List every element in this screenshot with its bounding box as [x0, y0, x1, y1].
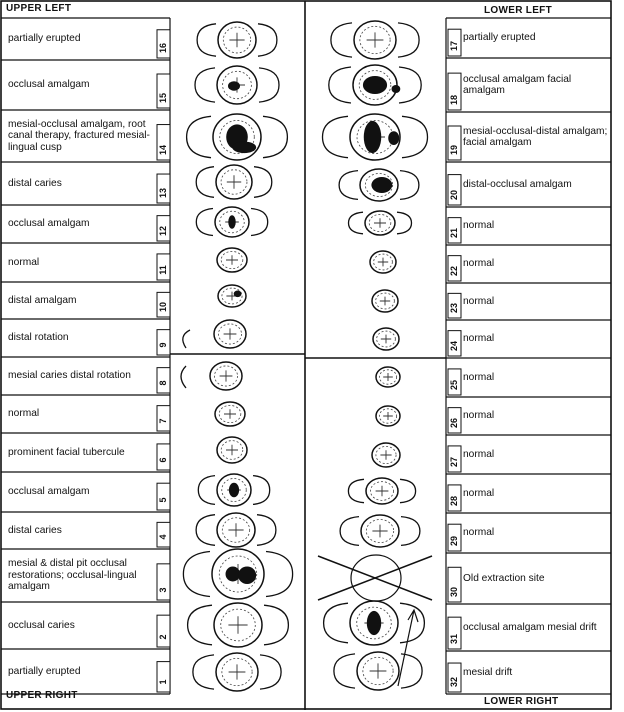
- tooth-description: normal: [463, 295, 495, 307]
- tooth-number: 9: [158, 342, 168, 348]
- tooth-description: normal: [463, 410, 495, 422]
- tooth-description: normal: [8, 256, 40, 268]
- tooth-icon: [334, 652, 422, 690]
- restoration-mark: [228, 81, 240, 91]
- tooth-icon: [210, 362, 242, 390]
- restoration-mark: [232, 142, 256, 154]
- tooth-number: 12: [158, 226, 168, 237]
- tooth-description: normal: [463, 258, 495, 270]
- tooth-description: Old extraction site: [463, 572, 545, 584]
- tooth-icon: [214, 320, 246, 348]
- restoration-mark: [364, 121, 382, 153]
- restoration-mark: [238, 567, 256, 585]
- tooth-description: normal: [8, 408, 40, 420]
- tooth-icon: [372, 443, 400, 467]
- tooth-number: 25: [449, 380, 459, 391]
- tooth-description: normal: [463, 333, 495, 345]
- restoration-mark: [229, 483, 239, 497]
- tooth-number: 17: [449, 41, 459, 52]
- tooth-description: partially erupted: [8, 33, 81, 45]
- tooth-icon: [217, 248, 247, 272]
- tooth-icon: [196, 207, 267, 237]
- restoration-mark: [363, 76, 387, 94]
- tooth-description: distal rotation: [8, 332, 69, 344]
- tooth-description: normal: [463, 527, 495, 539]
- tooth-icon: [196, 513, 276, 547]
- tooth-description: distal caries: [8, 524, 62, 536]
- tooth-number: 22: [449, 266, 459, 277]
- tooth-icon: [215, 402, 245, 426]
- tooth-icon: [331, 21, 419, 59]
- quadrant-lower-left: LOWER LEFT: [484, 5, 552, 16]
- tooth-description: occlusal amalgam facial amalgam: [463, 73, 572, 96]
- tooth-description: occlusal caries: [8, 619, 75, 631]
- tooth-icon: [370, 251, 396, 273]
- tooth-number: 11: [158, 265, 168, 275]
- tooth-number: 28: [449, 496, 459, 507]
- tooth-description: normal: [463, 448, 495, 460]
- tooth-number: 23: [449, 303, 459, 314]
- tooth-description: partially erupted: [8, 665, 81, 677]
- tooth-description: distal caries: [8, 177, 62, 189]
- tooth-number: 24: [449, 341, 459, 352]
- tooth-number: 13: [158, 188, 168, 199]
- extraction-x-mark: [318, 555, 432, 601]
- tooth-number: 30: [449, 587, 459, 598]
- tooth-number: 7: [158, 418, 168, 424]
- tooth-number: 8: [158, 380, 168, 386]
- restoration-mark: [226, 567, 241, 582]
- tooth-icon: [183, 549, 292, 599]
- tooth-number: 10: [158, 302, 168, 313]
- tooth-number: 5: [158, 497, 168, 503]
- tooth-number: 14: [158, 145, 168, 156]
- quadrant-lower-right: LOWER RIGHT: [484, 696, 559, 707]
- tooth-description: partially erupted: [463, 32, 536, 44]
- tooth-description: occlusal amalgam: [8, 218, 90, 230]
- quadrant-upper-left: UPPER LEFT: [6, 3, 72, 14]
- tooth-description: occlusal amalgam mesial drift: [463, 621, 597, 633]
- tooth-number: 31: [449, 634, 459, 645]
- tooth-icon: [323, 114, 428, 160]
- tooth-number: 2: [158, 634, 168, 640]
- tooth-number: 3: [158, 587, 168, 593]
- tooth-icon: [218, 285, 246, 307]
- tooth-number: 4: [158, 534, 168, 540]
- tooth-icon: [187, 114, 288, 160]
- tooth-icon: [348, 478, 415, 504]
- tooth-description: mesial drift: [463, 666, 513, 678]
- tooth-icon: [372, 290, 398, 312]
- tooth-icon: [188, 603, 289, 647]
- tooth-number: 20: [449, 190, 459, 201]
- tooth-number: 21: [449, 228, 459, 239]
- tooth-number: 16: [158, 43, 168, 54]
- tooth-icon: [197, 22, 277, 58]
- tooth-description: distal-occlusal amalgam: [463, 178, 572, 190]
- tooth-number: 6: [158, 457, 168, 463]
- tooth-icon: [376, 406, 400, 426]
- tooth-icon: [198, 474, 269, 506]
- restoration-mark: [367, 611, 381, 635]
- tooth-description: normal: [463, 220, 495, 232]
- rotation-arrow: [181, 366, 186, 388]
- tooth-icon: [376, 367, 400, 387]
- tooth-number: 1: [158, 679, 168, 685]
- tooth-icon: [349, 211, 412, 235]
- restoration-mark: [371, 177, 392, 193]
- tooth-number: 32: [449, 677, 459, 688]
- tooth-number: 19: [449, 145, 459, 156]
- tooth-description: distal amalgam: [8, 294, 77, 306]
- tooth-description: mesial & distal pit occlusal restorations; occlusal-lingual amalgam: [8, 558, 137, 593]
- tooth-description: mesial caries distal rotation: [8, 370, 131, 382]
- tooth-description: mesial-occlusal-distal amalgam; facial amalgam: [463, 125, 608, 148]
- tooth-number: 18: [449, 95, 459, 106]
- tooth-number: 29: [449, 536, 459, 547]
- tooth-icon: [373, 328, 399, 350]
- tooth-number: 15: [158, 93, 168, 104]
- tooth-number: 27: [449, 457, 459, 468]
- restoration-mark: [228, 215, 235, 229]
- tooth-icon: [340, 515, 420, 547]
- tooth-description: prominent facial tubercule: [8, 446, 125, 458]
- tooth-icon: [329, 65, 421, 105]
- quadrant-upper-right: UPPER RIGHT: [6, 690, 78, 701]
- tooth-description: mesial-occlusal amalgam, root canal therapy, fractured mesial-lingual cusp: [8, 118, 150, 153]
- restoration-mark: [392, 85, 401, 93]
- tooth-number: 26: [449, 418, 459, 429]
- restoration-mark: [234, 291, 242, 298]
- tooth-description: normal: [463, 371, 495, 383]
- drift-arrow: [398, 610, 418, 686]
- tooth-icon: [195, 66, 279, 104]
- tooth-icon: [196, 165, 272, 199]
- tooth-icon: [339, 169, 419, 201]
- restoration-mark: [388, 131, 399, 145]
- tooth-icon: [193, 653, 281, 691]
- tooth-icon: [324, 601, 425, 645]
- tooth-description: occlusal amalgam: [8, 486, 90, 498]
- tooth-description: occlusal amalgam: [8, 79, 90, 91]
- tooth-description: normal: [463, 487, 495, 499]
- rotation-arrow: [183, 330, 190, 348]
- tooth-icon: [217, 437, 247, 463]
